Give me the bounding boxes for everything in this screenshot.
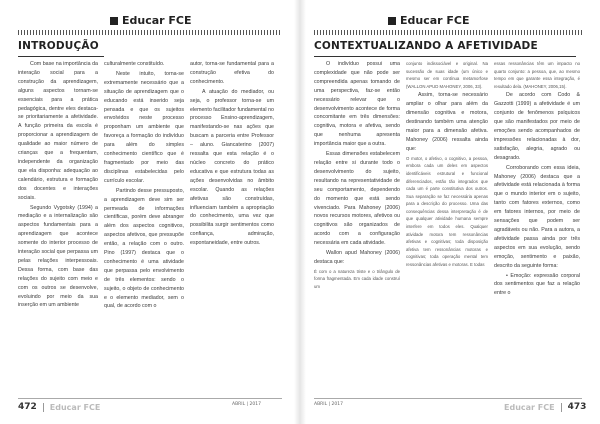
footer-separator: [561, 403, 562, 412]
text-column-2: [406, 60, 488, 392]
block-quote: conjunto indissociável e original. Na sucessão de suas idade (um único e mesmo ser em contínua metamorfose (WALLON APUD MAHONEY, 2006, 33).: [406, 61, 488, 89]
paragraph: Neste intuito, torna-se extremamente necessário que a situação de aprendizagem que o educando está inserido seja pensada e que os sujeitos envolvidos neste processo proponham um ambiente que favoreça a formação do indivíduo para além do simples conhecimento científico que é fragmentado por meio das disciplinas estabelecidas pelo currículo escolar.: [104, 70, 184, 184]
page-number: 472: [18, 402, 37, 412]
text-column-1: [314, 60, 400, 392]
paragraph: De acordo com Codo & Gazzotti (1999) a afetividade é um conjunto de fenômenos psíquicos que são manifestados por meio de emoções sendo acompanhados de impressões relacionadas à dor, satisfação, alegria, agrado ou desagrado.: [494, 92, 580, 161]
footer-separator: [43, 403, 44, 412]
dotted-divider: [18, 30, 282, 35]
paragraph: Essas dimensões estabelecem relação entre si durante todo o desenvolvimento do sujeito, resultando na representatividade de seu comportamento, dependendo do momento que está sendo vivenciado. Para Mahoney (2006) novos recursos motores, afetivos ou cognitivos são organizados de acordo com a configuração necessária em cada atividade.: [314, 151, 400, 247]
paragraph: culturalmente constituído.: [104, 61, 165, 67]
paragraph: O indivíduo possui uma complexidade que não pode ser compreendida apenas tomando de uma perspectiva, faz-se então necessário relevar que o desenvolvimento acontece de forma concomitante em três dimensões: cognitiva, motora e afetiva, sendo que nenhuma apresenta importância maior que a outra.: [314, 61, 400, 148]
text-column-3: [494, 60, 580, 392]
page-header: [110, 14, 192, 27]
text-column-3: [190, 60, 274, 390]
paragraph: Assim, torna-se necessário ampliar o olhar para além da dimensão cognitiva e motora, destinando também uma atenção maior para a dimensão afetiva. Mahoney (2006) ressalta ainda que:: [406, 92, 488, 152]
header-title: Educar FCE: [122, 14, 192, 27]
right-page: [300, 0, 600, 424]
paragraph: Partindo desse pressuposto, a aprendizagem deve sim ser permeada de informações científicas, porém deve abranger além dos aspectos cognitivos, aspectos afetivos, que pressupõe então, a relação com o outro. Pino (1997) destaca que o conhecimento é uma atividade que perpassa pelo envolvimento de três elementos: sendo o sujeito, o objeto de conhecimento e o elemento mediador, sem o qual, de acordo com o: [104, 187, 184, 310]
footer-brand: Educar FCE: [504, 402, 555, 412]
paragraph: autor, torna-se fundamental para a construção efetiva do conhecimento.: [190, 61, 274, 85]
dotted-divider: [314, 30, 582, 35]
page-footer: [18, 402, 100, 412]
paragraph: Wallon apud Mahoney (2006) destaca que:: [314, 250, 400, 265]
issue-date: ABRIL | 2017: [314, 402, 343, 407]
issue-date: ABRIL | 2017: [232, 402, 261, 407]
page-footer-date: [232, 402, 261, 407]
page-footer-date: [314, 402, 343, 407]
section-title: CONTEXTUALIZANDO A AFETIVIDADE: [314, 40, 538, 52]
footer-brand: Educar FCE: [49, 402, 101, 412]
section-title: INTRODUÇÃO: [18, 40, 99, 52]
section-underline: [18, 56, 104, 57]
footer-rule: [314, 398, 582, 399]
text-column-1: [18, 60, 98, 390]
paragraph: Corroborando com essa ideia, Mahoney (2006) destaca que a afetividade está relacionada à forma que o mundo interior em o sujeito, tanto com fatores externos, como em fatores internos, por meio de sensações que podem ser agradáveis ou não. Para a autora, a afetividade passa ainda por três aspectos em sua evolução, sendo emoção, sentimento e paixão, descrito da seguinte forma:: [494, 164, 580, 269]
square-bullet-icon: [388, 17, 396, 25]
paragraph: A atuação do mediador, ou seja, o professor torna-se um elemento facilitador fundamental no processo Ensino-aprendizagem, manifestando-se nas ações que buscam a parceria entre Professor – aluno. Giancaterino (2007) ressalta que esta relação é o núcleo concreto do prático educativa e que estrutura todas as ações desenvolvidas no âmbito escolar. Quando as relações afetivas são construídas, influenciam também a apropriação do conhecimento, uma vez que possibilita surgir sentimentos como confiança, admiração, espontaneidade, entre outros.: [190, 88, 274, 247]
page-header: [388, 14, 470, 27]
block-quote: essas ressonâncias têm um impacto no quarto conjunto: a pessoa, que, ao mesmo tempo em que garante essa integração, é resultado dela. (MAHONEY, 2006,15).: [494, 61, 580, 89]
header-title: Educar FCE: [400, 14, 470, 27]
page-footer: [504, 402, 586, 412]
block-quote: É com o a natureza triste e o triângulo de forma fragmentada. Em cada idade construí um: [314, 268, 400, 290]
text-column-2: [104, 60, 184, 390]
paragraph: • Emoção: expressão corporal dos sentimentos que faz a relação entre o: [494, 272, 580, 297]
paragraph: Com base na importância da interação social para a construção da aprendizagem, alguns aspectos tornam-se essenciais para a prática pedagógica, dentre eles destaca-se prioritariamente a afetividade. A função primeira da escola é proporcionar a aprendizagem de qualidade ao maior número de crianças que a frequentam, independente da organização que ela disponha: adequação ao calendário, estrutura e formação dos docentes e interações sociais.: [18, 61, 98, 201]
block-quote: O motor, o afetivo, o cognitivo, a pessoa, embora cada um deles em aspectos identificáveis estrutural e funcional diferenciados, estão tão integrados que cada um é parte constitutiva dos outros. Sua separação se faz necessária apenas para a descrição do processo. Uma das consequências dessa interpretação é de que qualquer atividade humana sempre interfere em todos eles. Qualquer atividade motora tem ressonâncias afetivas e cognitivas; toda disposição afetiva tem ressonâncias motoras e cognitivas; toda operação mental tem ressonâncias afetivas e motoras. E todas: [406, 155, 488, 268]
page-number: 473: [567, 402, 587, 412]
section-underline: [314, 56, 576, 57]
footer-rule: [18, 398, 282, 399]
paragraph: Segundo Vygotsky (1994) a mediação e a internalização são aspectos fundamentais para a aprendizagem que acontece somente do interior processo de interação social que perpassa um pelas relações interpessoais. Dessa forma, com base das relações do sujeito com meio e com os outros se desenvolve, evoluindo por meio da sua inserção em um ambiente: [18, 204, 98, 309]
square-bullet-icon: [110, 17, 118, 25]
